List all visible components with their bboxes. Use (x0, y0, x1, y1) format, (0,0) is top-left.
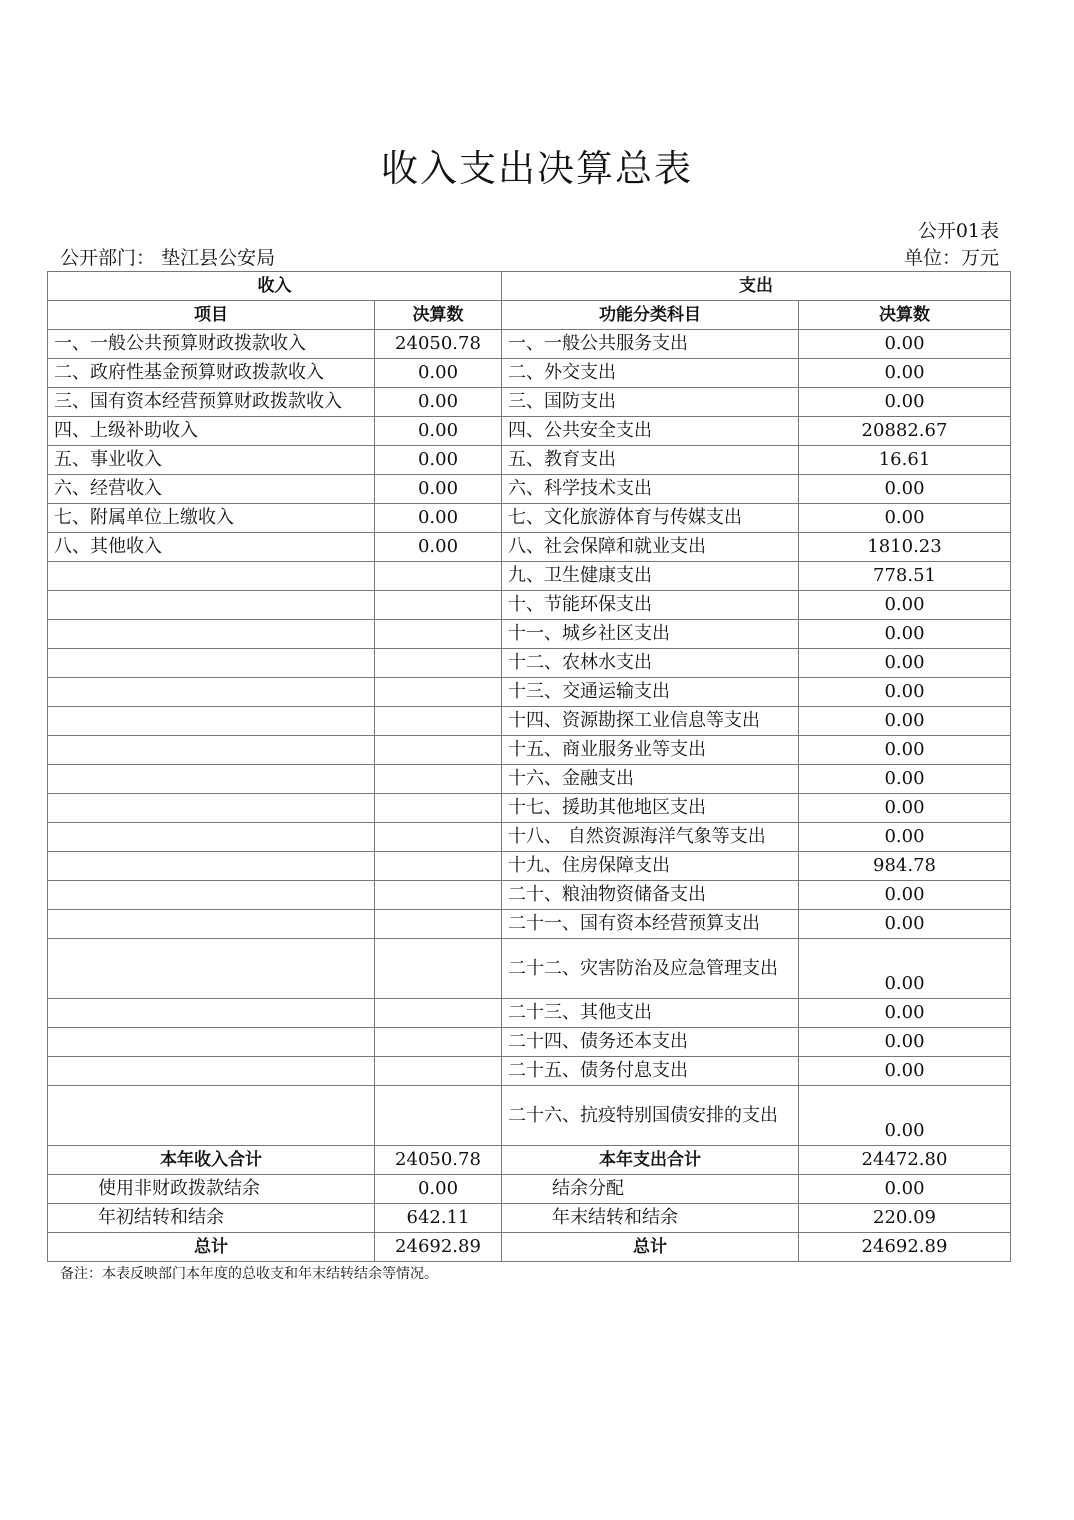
income-item-value: 0.00 (375, 475, 502, 504)
table-row (48, 881, 1011, 910)
expense-item-value: 0.00 (799, 591, 1011, 620)
income-item-value (375, 1028, 502, 1057)
expense-header: 支出 (502, 272, 1011, 301)
income-item-label (48, 823, 375, 852)
expense-item-label: 二十三、其他支出 (502, 999, 799, 1028)
department-name: 垫江县公安局 (161, 247, 276, 269)
income-item-label (48, 939, 375, 999)
expense-item-value: 0.00 (799, 475, 1011, 504)
grand-total-label-right: 总计 (502, 1233, 799, 1262)
income-item-label (48, 910, 375, 939)
income-item-label (48, 562, 375, 591)
table-row (48, 910, 1011, 939)
begin-balance-value: 642.11 (375, 1204, 502, 1233)
income-item-label (48, 736, 375, 765)
expense-item-label: 二十一、国有资本经营预算支出 (502, 910, 799, 939)
expense-item-label: 十四、资源勘探工业信息等支出 (502, 707, 799, 736)
end-balance-value: 220.09 (799, 1204, 1011, 1233)
table-row (48, 765, 1011, 794)
expense-item-label: 十三、交通运输支出 (502, 678, 799, 707)
grand-total-value-left: 24692.89 (375, 1233, 502, 1262)
income-item-label: 六、经营收入 (48, 475, 375, 504)
expense-item-label: 二十五、债务付息支出 (502, 1057, 799, 1086)
department-line (60, 243, 275, 270)
income-item-value (375, 881, 502, 910)
expense-item-label: 十九、住房保障支出 (502, 852, 799, 881)
expense-item-value: 0.00 (799, 388, 1011, 417)
expense-amount-header: 决算数 (799, 301, 1011, 330)
table-row (48, 1086, 1011, 1146)
expense-item-value: 0.00 (799, 794, 1011, 823)
income-item-label (48, 794, 375, 823)
income-total-label: 本年收入合计 (48, 1146, 375, 1175)
expense-item-label: 二、外交支出 (502, 359, 799, 388)
department-label: 公开部门： (60, 247, 156, 269)
expense-item-value: 20882.67 (799, 417, 1011, 446)
expense-item-label: 九、卫生健康支出 (502, 562, 799, 591)
income-item-value (375, 736, 502, 765)
table-row (48, 504, 1011, 533)
income-item-value (375, 591, 502, 620)
table-row (48, 446, 1011, 475)
income-item-value: 24050.78 (375, 330, 502, 359)
surplus-dist-label: 结余分配 (502, 1175, 799, 1204)
income-item-value: 0.00 (375, 359, 502, 388)
expense-item-label: 十、节能环保支出 (502, 591, 799, 620)
budget-summary-table (47, 271, 1011, 1262)
table-row (48, 939, 1011, 999)
income-item-label: 五、事业收入 (48, 446, 375, 475)
income-item-value (375, 562, 502, 591)
income-item-label (48, 620, 375, 649)
expense-item-label: 十六、金融支出 (502, 765, 799, 794)
expense-item-value: 16.61 (799, 446, 1011, 475)
expense-item-label: 十二、农林水支出 (502, 649, 799, 678)
table-row (48, 475, 1011, 504)
income-item-label (48, 999, 375, 1028)
table-row (48, 1057, 1011, 1086)
table-row (48, 562, 1011, 591)
expense-item-value: 0.00 (799, 736, 1011, 765)
income-item-label (48, 881, 375, 910)
income-item-label (48, 765, 375, 794)
income-item-value (375, 1086, 502, 1146)
table-row (48, 1204, 1011, 1233)
table-row (48, 591, 1011, 620)
expense-item-value: 0.00 (799, 707, 1011, 736)
income-item-value: 0.00 (375, 504, 502, 533)
expense-item-value: 0.00 (799, 504, 1011, 533)
expense-item-value: 0.00 (799, 1086, 1011, 1146)
expense-item-label: 十五、商业服务业等支出 (502, 736, 799, 765)
expense-item-label: 二十四、债务还本支出 (502, 1028, 799, 1057)
income-item-label (48, 649, 375, 678)
income-item-label: 四、上级补助收入 (48, 417, 375, 446)
non-fiscal-label: 使用非财政拨款结余 (48, 1175, 375, 1204)
expense-item-value: 0.00 (799, 939, 1011, 999)
income-item-value (375, 999, 502, 1028)
income-item-value (375, 794, 502, 823)
income-item-value (375, 852, 502, 881)
income-item-value (375, 765, 502, 794)
table-row (48, 388, 1011, 417)
footnote: 备注：本表反映部门本年度的总收支和年末结转结余等情况。 (60, 1266, 438, 1282)
end-balance-label: 年末结转和结余 (502, 1204, 799, 1233)
expense-item-label: 十七、援助其他地区支出 (502, 794, 799, 823)
expense-item-label: 五、教育支出 (502, 446, 799, 475)
table-row (48, 1175, 1011, 1204)
income-item-value (375, 939, 502, 999)
table-row (48, 649, 1011, 678)
table-row (48, 359, 1011, 388)
expense-item-label: 二十六、抗疫特别国债安排的支出 (502, 1086, 799, 1146)
function-item-header: 功能分类科目 (502, 301, 799, 330)
table-row (48, 620, 1011, 649)
expense-item-label: 三、国防支出 (502, 388, 799, 417)
expense-item-value: 0.00 (799, 359, 1011, 388)
expense-item-value: 1810.23 (799, 533, 1011, 562)
expense-item-value: 0.00 (799, 881, 1011, 910)
income-total-value: 24050.78 (375, 1146, 502, 1175)
income-item-label (48, 1028, 375, 1057)
expense-item-value: 0.00 (799, 1057, 1011, 1086)
income-item-value: 0.00 (375, 446, 502, 475)
expense-item-value: 984.78 (799, 852, 1011, 881)
income-item-label (48, 1057, 375, 1086)
expense-item-value: 0.00 (799, 910, 1011, 939)
table-row (48, 330, 1011, 359)
expense-total-label: 本年支出合计 (502, 1146, 799, 1175)
expense-item-value: 0.00 (799, 999, 1011, 1028)
table-row (48, 533, 1011, 562)
income-item-label: 一、一般公共预算财政拨款收入 (48, 330, 375, 359)
expense-item-label: 十八、 自然资源海洋气象等支出 (502, 823, 799, 852)
income-item-value (375, 678, 502, 707)
table-row (48, 678, 1011, 707)
income-item-label: 七、附属单位上缴收入 (48, 504, 375, 533)
grand-total-label-left: 总计 (48, 1233, 375, 1262)
income-item-value (375, 649, 502, 678)
income-header: 收入 (48, 272, 502, 301)
expense-item-label: 六、科学技术支出 (502, 475, 799, 504)
expense-item-label: 二十、粮油物资储备支出 (502, 881, 799, 910)
expense-item-value: 0.00 (799, 678, 1011, 707)
expense-item-label: 十一、城乡社区支出 (502, 620, 799, 649)
table-row (48, 1233, 1011, 1262)
expense-item-value: 778.51 (799, 562, 1011, 591)
income-item-label (48, 678, 375, 707)
expense-item-label: 八、社会保障和就业支出 (502, 533, 799, 562)
income-item-label: 八、其他收入 (48, 533, 375, 562)
expense-total-value: 24472.80 (799, 1146, 1011, 1175)
expense-item-value: 0.00 (799, 620, 1011, 649)
table-row (48, 417, 1011, 446)
table-row (48, 823, 1011, 852)
expense-item-value: 0.00 (799, 765, 1011, 794)
income-item-value (375, 910, 502, 939)
item-header: 项目 (48, 301, 375, 330)
income-item-label (48, 591, 375, 620)
expense-item-label: 七、文化旅游体育与传媒支出 (502, 504, 799, 533)
expense-item-label: 四、公共安全支出 (502, 417, 799, 446)
table-row (48, 852, 1011, 881)
income-item-value: 0.00 (375, 388, 502, 417)
income-item-value (375, 707, 502, 736)
table-row (48, 736, 1011, 765)
table-row (48, 1028, 1011, 1057)
expense-item-value: 0.00 (799, 1028, 1011, 1057)
page-title: 收入支出决算总表 (381, 147, 693, 190)
table-row (48, 707, 1011, 736)
income-item-label (48, 707, 375, 736)
table-number: 公开01表 (917, 220, 999, 242)
income-item-label (48, 1086, 375, 1146)
table-row (48, 999, 1011, 1028)
table-row (48, 794, 1011, 823)
expense-item-value: 0.00 (799, 649, 1011, 678)
income-item-value: 0.00 (375, 533, 502, 562)
table-row (48, 1146, 1011, 1175)
begin-balance-label: 年初结转和结余 (48, 1204, 375, 1233)
income-item-label: 二、政府性基金预算财政拨款收入 (48, 359, 375, 388)
income-amount-header: 决算数 (375, 301, 502, 330)
income-item-value (375, 1057, 502, 1086)
expense-item-label: 二十二、灾害防治及应急管理支出 (502, 939, 799, 999)
income-item-value (375, 620, 502, 649)
income-item-label (48, 852, 375, 881)
income-item-value (375, 823, 502, 852)
expense-item-value: 0.00 (799, 823, 1011, 852)
non-fiscal-value: 0.00 (375, 1175, 502, 1204)
surplus-dist-value: 0.00 (799, 1175, 1011, 1204)
grand-total-value-right: 24692.89 (799, 1233, 1011, 1262)
expense-item-label: 一、一般公共服务支出 (502, 330, 799, 359)
income-item-value: 0.00 (375, 417, 502, 446)
expense-item-value: 0.00 (799, 330, 1011, 359)
income-item-label: 三、国有资本经营预算财政拨款收入 (48, 388, 375, 417)
unit-label: 单位：万元 (903, 247, 999, 269)
